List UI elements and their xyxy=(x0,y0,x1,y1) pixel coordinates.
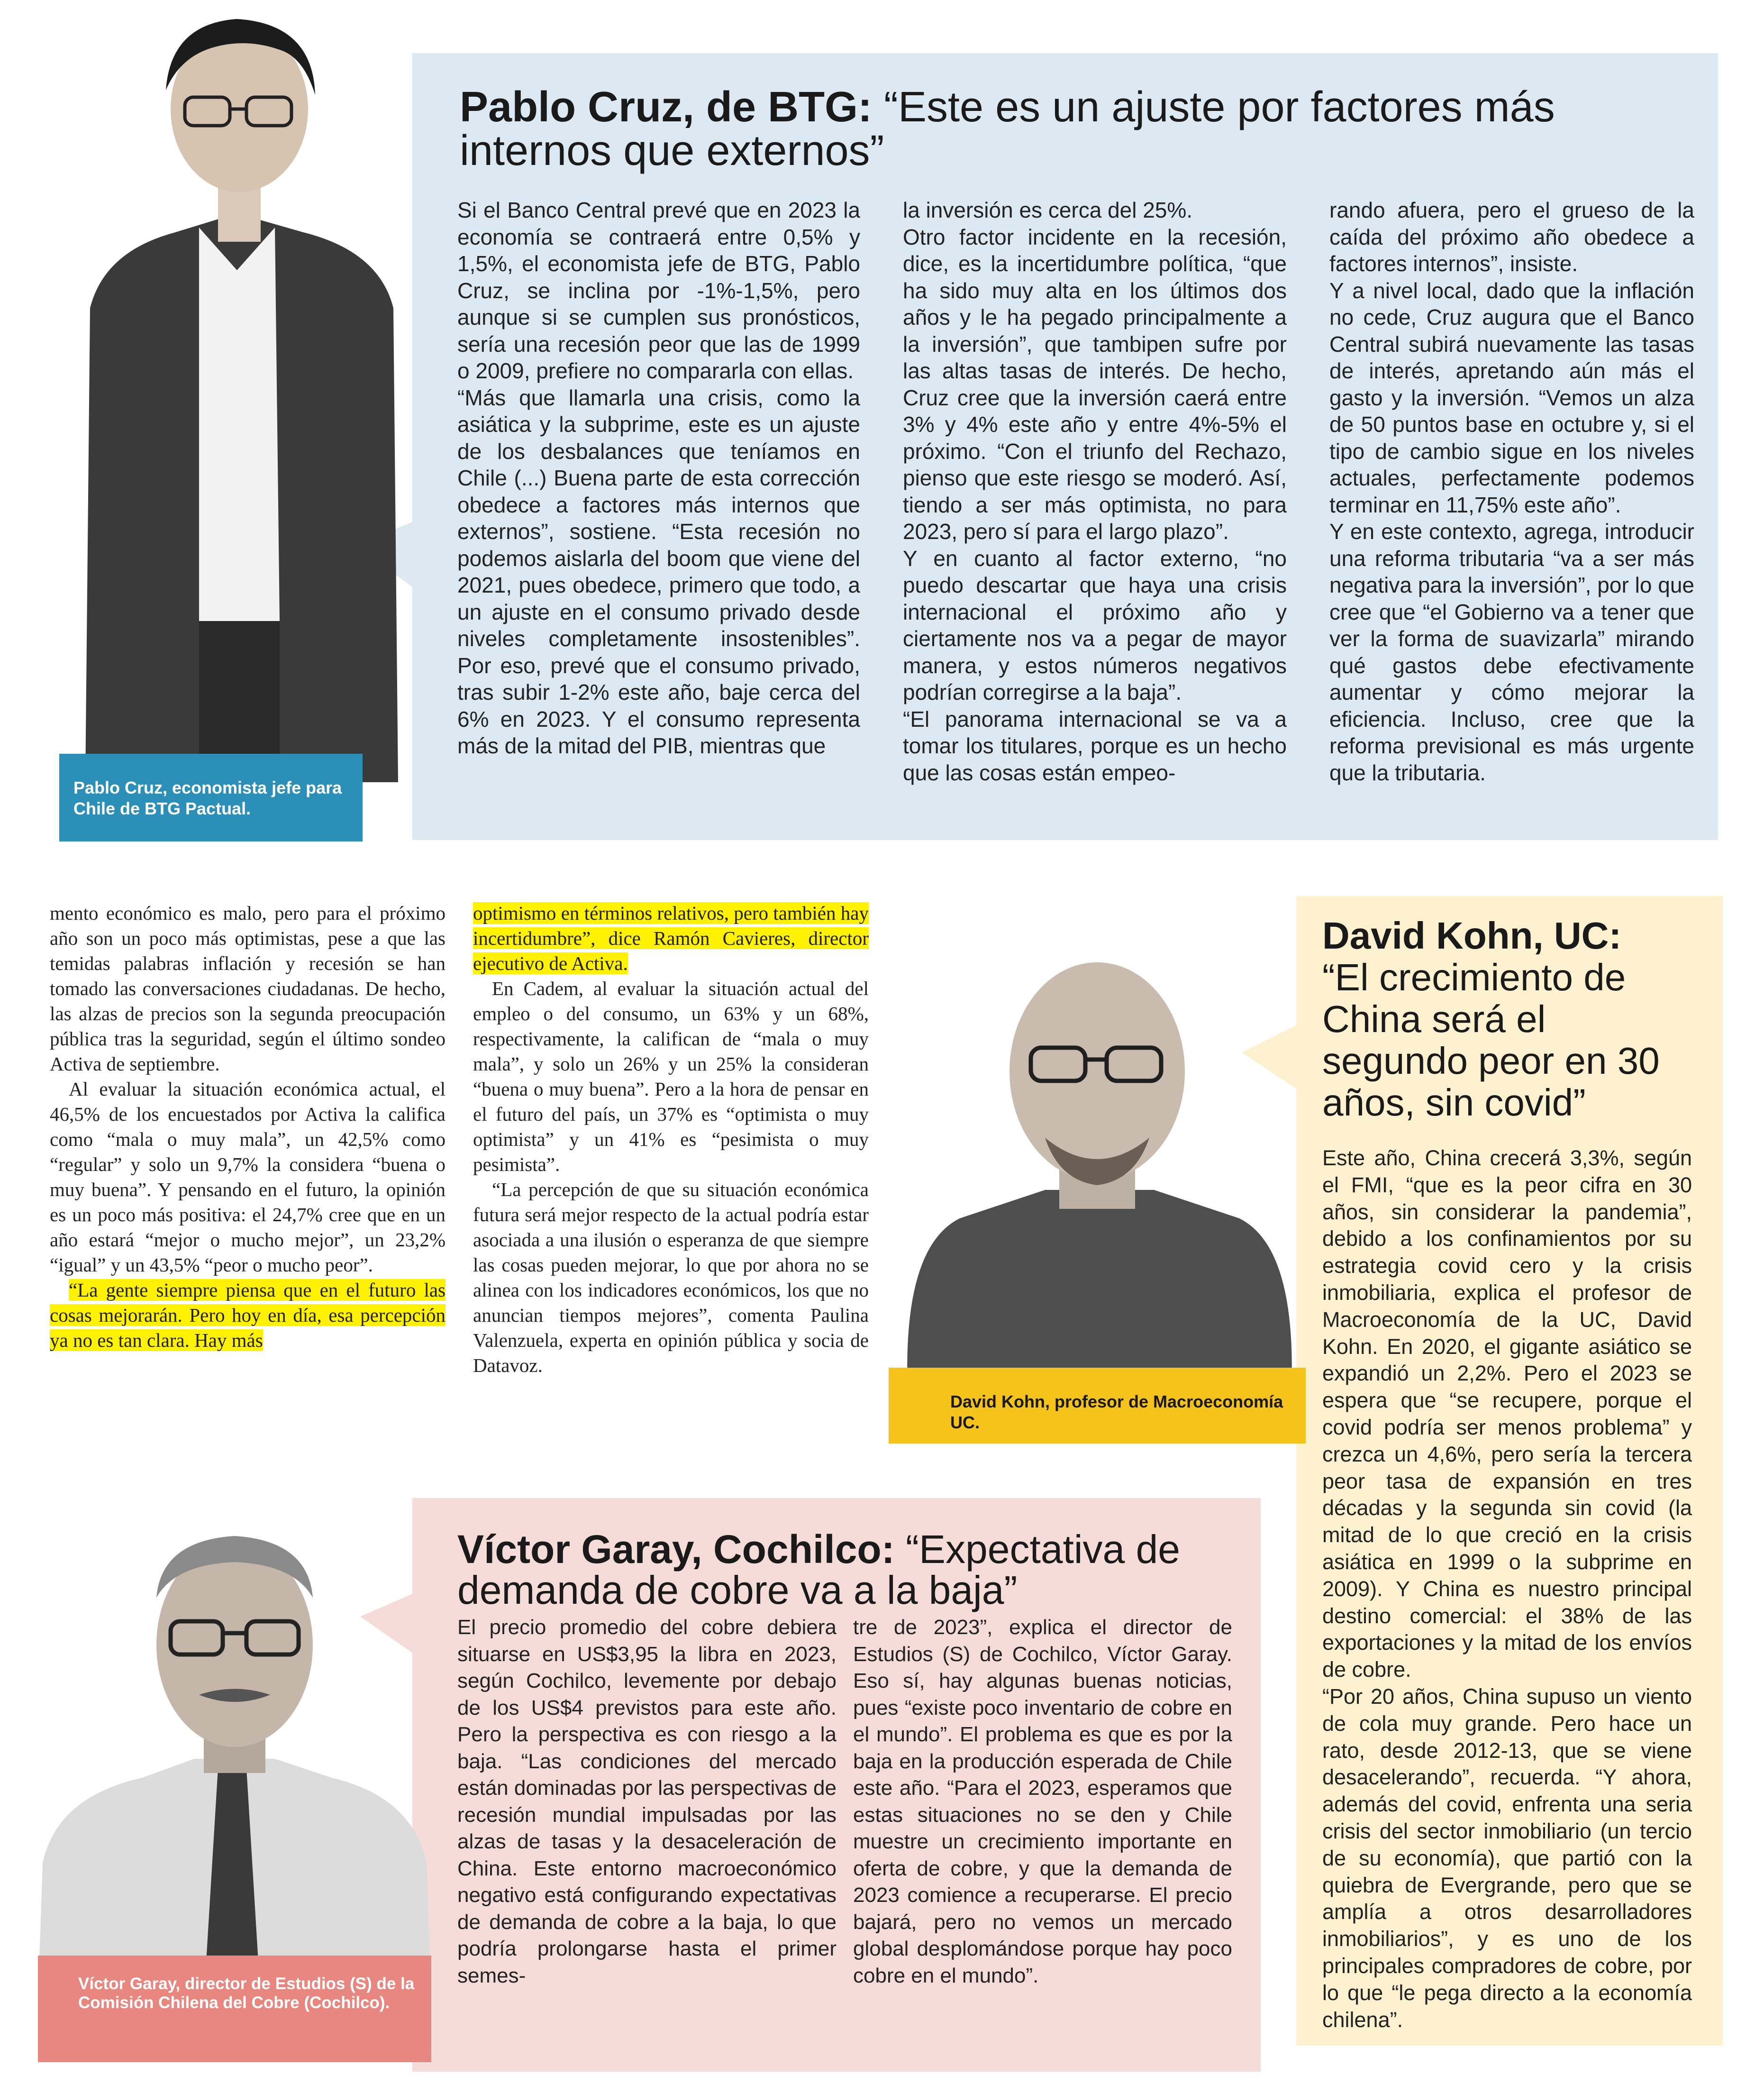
kohn-caption: David Kohn, profesor de Macroeconomía UC. xyxy=(889,1368,1306,1444)
paragraph: “La percepción de que su situación económica futura será mejor respecto de la actual podría estar asociada a una ilusión o esperanza de que siempre las cosas pueden mejorar, lo que por ahora no se alinea con los indicadores económicos, los que no anuncian tiempos mejores”, comenta Paulina Valenzuela, experta en opinión pública y socia de Datavoz. xyxy=(473,1179,869,1376)
cruz-headline xyxy=(460,85,1597,173)
garay-col-1 xyxy=(457,1614,837,1989)
highlight: optimismo en términos relativos, pero también hay incertidumbre”, dice Ramón Cavieres, director ejecutivo de Activa. xyxy=(473,902,869,974)
kohn-headline-bold: David Kohn, UC: xyxy=(1322,914,1622,957)
garay-caption: Víctor Garay, director de Estudios (S) de la Comisión Chilena del Cobre (Cochilco). xyxy=(38,1956,431,2062)
cruz-caption: Pablo Cruz, economista jefe para Chile de BTG Pactual. xyxy=(59,754,363,841)
paragraph: Y en este contexto, agrega, introducir una reforma tributaria “va a ser más negativa para la inversión”, por lo que cree que “el Gobierno va a tener que ver la forma de suavizarla” mirando qué gastos debe efectivamente aumentar y cómo mejorar la eficiencia. Incluso, cree que la reforma previsional es más urgente que la tributaria. xyxy=(1329,519,1694,785)
cruz-col-2 xyxy=(903,197,1287,786)
paragraph: Y a nivel local, dado que la inflación no cede, Cruz augura que el Banco Central subirá nuevamente las tasas de interés, apretando aún más el gasto y la inversión. “Vemos un alza de 50 puntos base en octubre y, si el tipo de cambio sigue en los niveles actuales, perfectamente podemos terminar en 11,75% este año”. xyxy=(1329,278,1694,517)
paragraph: tre de 2023”, explica el director de Estudios (S) de Cochilco, Víctor Garay. Eso sí, hay algunas buenas noticias, pues “existe poco inventario de cobre en el mundo”. El problema es que es por la baja en la producción esperada de Chile este año. “Para el 2023, esperamos que estas situaciones no se den y Chile muestre un crecimiento importante en oferta de cobre, y que la demanda de 2023 comience a recuperarse. El precio bajará, pero no vemos un mercado global desplomándose porque hay poco cobre en el mundo”. xyxy=(853,1616,1232,1987)
highlight: “La gente siempre piensa que en el futuro las cosas mejorarán. Pero hoy en día, esa percepción ya no es tan clara. Hay más xyxy=(50,1279,446,1351)
paragraph: En Cadem, al evaluar la situación actual del empleo o del consumo, un 63% y un 68%, respectivamente, la califican de “mala o muy mala”, y solo un 26% y un 25% la consideran “buena o muy buena”. Pero a la hora de pensar en el futuro del país, un 37% es “optimista o muy optimista” y un 41% es “pesimista o muy pesimista”. xyxy=(473,978,869,1175)
kohn-headline-rest: “El crecimiento de China será el segundo peor en 30 años, sin covid” xyxy=(1322,956,1660,1124)
cruz-headline-rest: “Este es un ajuste por factores más internos que externos” xyxy=(460,83,1555,174)
paragraph: Al evaluar la situación económica actual, el 46,5% de los encuestados por Activa la califica como “mala o muy mala”, un 42,5% como “regular” y solo un 9,7% la considera “buena o muy buena”. Y pensando en el futuro, la opinión es un poco más positiva: el 24,7% cree que en un año estará “mejor o mucho mejor”, un 23,2% “igual” y un 43,5% “peor o mucho peor”. xyxy=(50,1078,446,1276)
paragraph: Si el Banco Central prevé que en 2023 la economía se contraerá entre 0,5% y 1,5%, el economista jefe de BTG, Pablo Cruz, se inclina por -1%-1,5%, pero aunque si se cumplen sus pronósticos, sería una recesión peor que las de 1999 o 2009, prefiere no compararla con ellas. xyxy=(457,198,860,383)
garay-photo xyxy=(38,1484,431,2001)
paragraph: “El panorama internacional se va a tomar los titulares, porque es un hecho que las cosas están empeo- xyxy=(903,706,1287,785)
paragraph: Este año, China crecerá 3,3%, según el FMI, “que es la peor cifra en 30 años, sin considerar la pandemia”, debido a los confinamientos por su estrategia covid cero y la crisis inmobiliaria, explica el profesor de Macroeconomía de la UC, David Kohn. En 2020, el gigante asiático se expandió un 2,2%. Pero el 2023 se espera que “se recupere, porque el covid podría ser menos problema” y crezca un 4,6%, pero sería la tercera peor tasa de expansión en tres décadas y la segunda sin covid (la mitad de lo que creció en la crisis asiática en 1999 o la subprime en 2009). Y China es nuestro principal destino comercial: el 38% de las exportaciones y la mitad de los envíos de cobre. xyxy=(1322,1146,1692,1682)
paragraph: “Por 20 años, China supuso un viento de cola muy grande. Pero hace un rato, desde 2012-13, que se viene desacelerando”, recuerda. “Y ahora, además del covid, enfrenta una seria crisis del sector inmobiliario (un tercio de su economía), que partió con la quiebra de Evergrande, pero que se amplía a otros desarrolladores inmobiliarios”, y es uno de los principales compradores de cobre, por lo que “le pega directo a la economía chilena”. xyxy=(1322,1684,1692,2032)
main-col-2 xyxy=(473,901,869,1378)
garay-headline xyxy=(457,1529,1216,1610)
highlighted-quote xyxy=(473,901,869,976)
paragraph: mento económico es malo, pero para el próximo año son un poco más optimistas, pese a que las temidas palabras inflación y recesión se han tomado las conversaciones ciudadanas. De hecho, las alzas de precios son la segunda preocupación pública tras la seguridad, según el último sondeo Activa de septiembre. xyxy=(50,902,446,1075)
paragraph: El precio promedio del cobre debiera situarse en US$3,95 la libra en 2023, según Cochilco, levemente por debajo de los US$4 previstos para este año. Pero la perspectiva es con riesgo a la baja. “Las condiciones del mercado están dominadas por las perspectivas de recesión mundial impulsadas por las alzas de tasas y la desaceleración de China. Este entorno macroeconómico negativo está configurando expectativas de demanda de cobre a la baja, lo que podría prolongarse hasta el primer semes- xyxy=(457,1616,837,1987)
cruz-photo xyxy=(57,5,417,782)
garay-col-2 xyxy=(853,1614,1232,1989)
paragraph: rando afuera, pero el grueso de la caída del próximo año obedece a factores internos”, insiste. xyxy=(1329,198,1694,276)
cruz-col-1 xyxy=(457,197,860,759)
kohn-photo xyxy=(889,915,1306,1389)
garay-headline-bold: Víctor Garay, Cochilco: xyxy=(457,1527,895,1572)
paragraph: “Más que llamarla una crisis, como la asiática y la subprime, este es un ajuste de los desbalances que teníamos en Chile (...) Buena parte de esta corrección obedece a factores más internos que externos”, sostiene. “Esta recesión no podemos aislarla del boom que viene del 2021, pues obedece, primero que todo, a un ajuste en el consumo privado desde niveles completamente insostenibles”. Por eso, prevé que el consumo privado, tras subir 1-2% este año, baje cerca del 6% en 2023. Y el consumo representa más de la mitad del PIB, mientras que xyxy=(457,385,860,758)
paragraph: Otro factor incidente en la recesión, dice, es la incertidumbre política, “que ha sido muy alta en los últimos dos años y le ha pegado principalmente a la inversión”, que tambipen sufre por las altas tasas de interés. De hecho, Cruz cree que la inversión caerá entre 3% y 4% este año y entre 4%-5% el próximo. “Con el triunfo del Rechazo, pienso que este riesgo se moderó. Así, tiendo a ser más optimista, no para 2023, pero sí para el largo plazo”. xyxy=(903,224,1287,544)
paragraph: la inversión es cerca del 25%. xyxy=(903,198,1193,222)
garay-headline-rest: “Expectativa de demanda de cobre va a la baja” xyxy=(457,1527,1181,1612)
main-col-1 xyxy=(50,901,446,1353)
kohn-headline xyxy=(1322,915,1692,1124)
paragraph: Y en cuanto al factor externo, “no puedo descartar que haya una crisis internacional el próximo año y ciertamente nos va a pegar de mayor manera, y estos números negativos podrían corregirse a la baja”. xyxy=(903,546,1287,704)
kohn-body xyxy=(1322,1145,1692,2033)
cruz-col-3 xyxy=(1329,197,1694,786)
cruz-headline-bold: Pablo Cruz, de BTG: xyxy=(460,83,873,131)
highlighted-quote xyxy=(50,1278,446,1353)
